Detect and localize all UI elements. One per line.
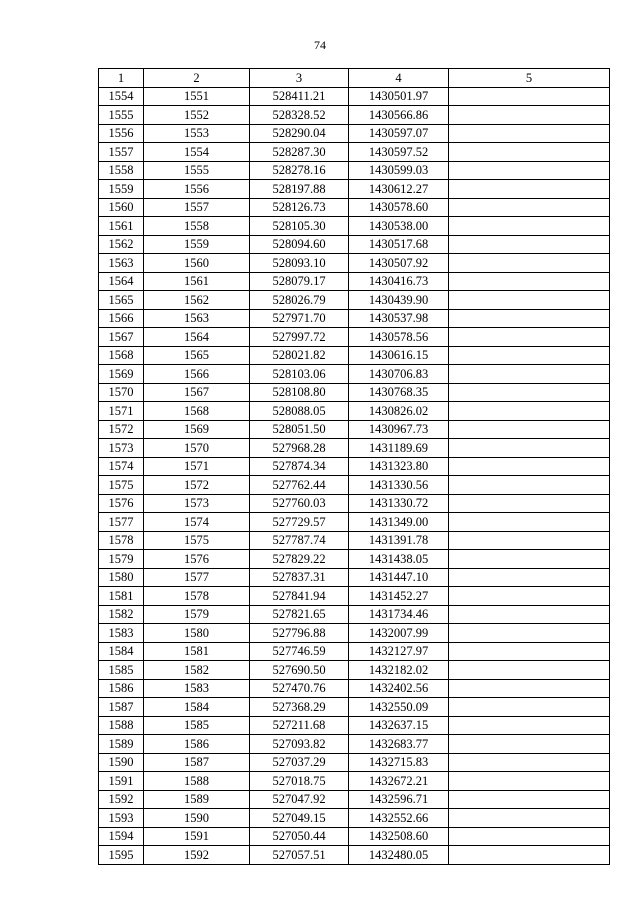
table-cell-col-3: 527037.29: [250, 753, 349, 772]
table-row: [99, 679, 610, 698]
table-cell-col-4: 1431452.27: [349, 587, 449, 606]
table-cell-col-1: 1561: [99, 217, 144, 236]
table-cell-col-5: [449, 420, 610, 439]
table-cell-col-2: 1563: [144, 309, 250, 328]
table-cell-col-1: 1593: [99, 809, 144, 828]
table-cell-col-4: 1431189.69: [349, 439, 449, 458]
table-cell-col-5: [449, 661, 610, 680]
table-cell-col-3: 527057.51: [250, 846, 349, 865]
table-cell-col-4: 1431447.10: [349, 568, 449, 587]
table-row: [99, 531, 610, 550]
table-cell-col-4: 1432402.56: [349, 679, 449, 698]
table-cell-col-1: 1580: [99, 568, 144, 587]
table-row: [99, 457, 610, 476]
table-cell-col-1: 1581: [99, 587, 144, 606]
table-cell-col-1: 1569: [99, 365, 144, 384]
table-cell-col-5: [449, 309, 610, 328]
table-cell-col-4: 1430597.52: [349, 143, 449, 162]
table-cell-col-3: 527762.44: [250, 476, 349, 495]
table-cell-col-5: [449, 87, 610, 106]
table-cell-col-1: 1595: [99, 846, 144, 865]
table-row: [99, 402, 610, 421]
table-row: [99, 198, 610, 217]
table-cell-col-2: 1564: [144, 328, 250, 347]
table-cell-col-4: 1432672.21: [349, 772, 449, 791]
table-cell-col-5: [449, 198, 610, 217]
table-cell-col-3: 528094.60: [250, 235, 349, 254]
table-cell-col-2: 1585: [144, 716, 250, 735]
table-cell-col-2: 1584: [144, 698, 250, 717]
table-cell-col-2: 1557: [144, 198, 250, 217]
table-cell-col-1: 1579: [99, 550, 144, 569]
table-cell-col-1: 1570: [99, 383, 144, 402]
table-cell-col-2: 1587: [144, 753, 250, 772]
table-cell-col-4: 1431734.46: [349, 605, 449, 624]
table-cell-col-2: 1556: [144, 180, 250, 199]
table-cell-col-1: 1568: [99, 346, 144, 365]
table-cell-col-2: 1580: [144, 624, 250, 643]
table-cell-col-1: 1573: [99, 439, 144, 458]
table-cell-col-4: 1431323.80: [349, 457, 449, 476]
table-cell-col-5: [449, 735, 610, 754]
table-row: [99, 272, 610, 291]
table-row: [99, 217, 610, 236]
table-cell-col-2: 1572: [144, 476, 250, 495]
table-row: [99, 365, 610, 384]
table-row: [99, 605, 610, 624]
table-cell-col-1: 1571: [99, 402, 144, 421]
table-cell-col-4: 1432127.97: [349, 642, 449, 661]
table-cell-col-1: 1567: [99, 328, 144, 347]
table-cell-col-5: [449, 716, 610, 735]
table-cell-col-5: [449, 254, 610, 273]
table-cell-col-1: 1590: [99, 753, 144, 772]
table-cell-col-3: 528021.82: [250, 346, 349, 365]
table-cell-col-5: [449, 235, 610, 254]
table-cell-col-1: 1576: [99, 494, 144, 513]
table-cell-col-5: [449, 180, 610, 199]
table-cell-col-4: 1432550.09: [349, 698, 449, 717]
table-cell-col-3: 527093.82: [250, 735, 349, 754]
table-cell-col-1: 1583: [99, 624, 144, 643]
table-cell-col-1: 1554: [99, 87, 144, 106]
table-cell-col-1: 1562: [99, 235, 144, 254]
table-cell-col-3: 528105.30: [250, 217, 349, 236]
table-cell-col-3: 528088.05: [250, 402, 349, 421]
table-row: [99, 420, 610, 439]
table-cell-col-4: 1430768.35: [349, 383, 449, 402]
table-cell-col-3: 528290.04: [250, 124, 349, 143]
table-cell-col-4: 1430599.03: [349, 161, 449, 180]
table-cell-col-3: 527018.75: [250, 772, 349, 791]
table-row: [99, 735, 610, 754]
table-cell-col-4: 1432637.15: [349, 716, 449, 735]
table-cell-col-4: 1430507.92: [349, 254, 449, 273]
table-cell-col-4: 1432508.60: [349, 827, 449, 846]
table-cell-col-4: 1432480.05: [349, 846, 449, 865]
table-cell-col-2: 1577: [144, 568, 250, 587]
table-cell-col-2: 1570: [144, 439, 250, 458]
table-cell-col-3: 528126.73: [250, 198, 349, 217]
table-cell-col-1: 1574: [99, 457, 144, 476]
table-cell-col-3: 527729.57: [250, 513, 349, 532]
table-row: [99, 106, 610, 125]
table-cell-col-1: 1594: [99, 827, 144, 846]
table-row: [99, 642, 610, 661]
table-cell-col-5: [449, 328, 610, 347]
table-cell-col-2: 1588: [144, 772, 250, 791]
table-row: [99, 550, 610, 569]
table-cell-col-4: 1432715.83: [349, 753, 449, 772]
table-row: [99, 716, 610, 735]
table-cell-col-2: 1569: [144, 420, 250, 439]
table-cell-col-5: [449, 383, 610, 402]
table-cell-col-4: 1430597.07: [349, 124, 449, 143]
table-cell-col-3: 527047.92: [250, 790, 349, 809]
table-cell-col-5: [449, 827, 610, 846]
table-row: [99, 624, 610, 643]
table-cell-col-5: [449, 457, 610, 476]
table-cell-col-5: [449, 846, 610, 865]
table-cell-col-1: 1592: [99, 790, 144, 809]
table-cell-col-3: 528026.79: [250, 291, 349, 310]
table-cell-col-2: 1555: [144, 161, 250, 180]
column-header-4: 4: [349, 69, 449, 88]
table-cell-col-1: 1558: [99, 161, 144, 180]
table-cell-col-5: [449, 476, 610, 495]
table-cell-col-4: 1430538.00: [349, 217, 449, 236]
table-body: [99, 87, 610, 864]
table-cell-col-1: 1589: [99, 735, 144, 754]
table-cell-col-1: 1588: [99, 716, 144, 735]
coordinates-table: [98, 68, 610, 865]
table-cell-col-5: [449, 679, 610, 698]
table-cell-col-1: 1564: [99, 272, 144, 291]
table-cell-col-5: [449, 161, 610, 180]
table-cell-col-3: 528411.21: [250, 87, 349, 106]
table-cell-col-5: [449, 605, 610, 624]
table-cell-col-4: 1431438.05: [349, 550, 449, 569]
table-cell-col-5: [449, 106, 610, 125]
table-cell-col-5: [449, 698, 610, 717]
table-cell-col-5: [449, 772, 610, 791]
table-cell-col-4: 1432683.77: [349, 735, 449, 754]
column-header-3: 3: [250, 69, 349, 88]
table-cell-col-2: 1553: [144, 124, 250, 143]
table-row: [99, 494, 610, 513]
table-row: [99, 661, 610, 680]
table-cell-col-2: 1573: [144, 494, 250, 513]
table-cell-col-5: [449, 494, 610, 513]
table-cell-col-3: 528103.06: [250, 365, 349, 384]
table-cell-col-5: [449, 291, 610, 310]
table-cell-col-3: 528197.88: [250, 180, 349, 199]
table-cell-col-2: 1579: [144, 605, 250, 624]
table-cell-col-5: [449, 753, 610, 772]
table-row: [99, 587, 610, 606]
table-cell-col-2: 1583: [144, 679, 250, 698]
table-cell-col-4: 1430826.02: [349, 402, 449, 421]
table-cell-col-4: 1431349.00: [349, 513, 449, 532]
table-cell-col-2: 1586: [144, 735, 250, 754]
table-cell-col-2: 1590: [144, 809, 250, 828]
table-cell-col-1: 1559: [99, 180, 144, 199]
table-cell-col-2: 1552: [144, 106, 250, 125]
table-cell-col-3: 527690.50: [250, 661, 349, 680]
table-row: [99, 235, 610, 254]
table-row: [99, 790, 610, 809]
table-cell-col-3: 528328.52: [250, 106, 349, 125]
table-row: [99, 568, 610, 587]
table-cell-col-5: [449, 513, 610, 532]
table-cell-col-1: 1565: [99, 291, 144, 310]
table-row: [99, 476, 610, 495]
table-cell-col-5: [449, 217, 610, 236]
table-cell-col-5: [449, 402, 610, 421]
table-cell-col-4: 1430578.56: [349, 328, 449, 347]
table-cell-col-2: 1566: [144, 365, 250, 384]
table-cell-col-3: 527746.59: [250, 642, 349, 661]
table-row: [99, 846, 610, 865]
table-cell-col-5: [449, 550, 610, 569]
table-row: [99, 827, 610, 846]
table-cell-col-3: 527874.34: [250, 457, 349, 476]
table-row: [99, 809, 610, 828]
table-cell-col-4: 1430501.97: [349, 87, 449, 106]
table-cell-col-2: 1578: [144, 587, 250, 606]
table-row: [99, 772, 610, 791]
table-cell-col-5: [449, 624, 610, 643]
table-row: [99, 439, 610, 458]
table-cell-col-1: 1556: [99, 124, 144, 143]
table-row: [99, 254, 610, 273]
header-row: [99, 69, 610, 88]
table-cell-col-3: 527841.94: [250, 587, 349, 606]
table-cell-col-4: 1431330.72: [349, 494, 449, 513]
table-cell-col-3: 527837.31: [250, 568, 349, 587]
table-cell-col-4: 1430967.73: [349, 420, 449, 439]
table-cell-col-2: 1565: [144, 346, 250, 365]
table-cell-col-3: 527968.28: [250, 439, 349, 458]
table-cell-col-4: 1430416.73: [349, 272, 449, 291]
table-cell-col-3: 527368.29: [250, 698, 349, 717]
table-cell-col-1: 1577: [99, 513, 144, 532]
table-row: [99, 161, 610, 180]
table-cell-col-4: 1430578.60: [349, 198, 449, 217]
table-row: [99, 346, 610, 365]
table-cell-col-5: [449, 346, 610, 365]
table-cell-col-3: 527971.70: [250, 309, 349, 328]
table-cell-col-5: [449, 642, 610, 661]
table-cell-col-5: [449, 124, 610, 143]
table-cell-col-2: 1560: [144, 254, 250, 273]
table-cell-col-5: [449, 531, 610, 550]
table-cell-col-1: 1555: [99, 106, 144, 125]
table-cell-col-2: 1551: [144, 87, 250, 106]
table-cell-col-2: 1592: [144, 846, 250, 865]
table-cell-col-1: 1587: [99, 698, 144, 717]
table-cell-col-4: 1430612.27: [349, 180, 449, 199]
table-cell-col-4: 1430537.98: [349, 309, 449, 328]
table-row: [99, 143, 610, 162]
table-cell-col-3: 528278.16: [250, 161, 349, 180]
table-cell-col-4: 1430517.68: [349, 235, 449, 254]
table-row: [99, 513, 610, 532]
table-cell-col-3: 527997.72: [250, 328, 349, 347]
table-cell-col-4: 1430706.83: [349, 365, 449, 384]
table-cell-col-2: 1571: [144, 457, 250, 476]
table-cell-col-5: [449, 587, 610, 606]
table-cell-col-2: 1568: [144, 402, 250, 421]
table-cell-col-2: 1591: [144, 827, 250, 846]
table-cell-col-5: [449, 143, 610, 162]
table-cell-col-5: [449, 790, 610, 809]
table-cell-col-3: 527760.03: [250, 494, 349, 513]
table-cell-col-1: 1591: [99, 772, 144, 791]
table-row: [99, 87, 610, 106]
table-cell-col-1: 1572: [99, 420, 144, 439]
table-cell-col-4: 1431391.78: [349, 531, 449, 550]
column-header-2: 2: [144, 69, 250, 88]
table-cell-col-2: 1554: [144, 143, 250, 162]
page-number: 74: [314, 38, 326, 52]
table-row: [99, 328, 610, 347]
table-cell-col-5: [449, 568, 610, 587]
table-header: [99, 69, 610, 88]
table-cell-col-3: 527821.65: [250, 605, 349, 624]
table-row: [99, 124, 610, 143]
table-cell-col-3: 528108.80: [250, 383, 349, 402]
table-cell-col-2: 1575: [144, 531, 250, 550]
table-cell-col-4: 1430439.90: [349, 291, 449, 310]
table-row: [99, 753, 610, 772]
column-header-5: 5: [449, 69, 610, 88]
table-cell-col-1: 1566: [99, 309, 144, 328]
table-cell-col-2: 1567: [144, 383, 250, 402]
table-cell-col-2: 1576: [144, 550, 250, 569]
column-header-1: 1: [99, 69, 144, 88]
table-cell-col-3: 528079.17: [250, 272, 349, 291]
table-cell-col-3: 528093.10: [250, 254, 349, 273]
table-cell-col-1: 1582: [99, 605, 144, 624]
table-cell-col-2: 1558: [144, 217, 250, 236]
table-cell-col-3: 527049.15: [250, 809, 349, 828]
table-cell-col-2: 1582: [144, 661, 250, 680]
table-cell-col-5: [449, 365, 610, 384]
table-cell-col-2: 1562: [144, 291, 250, 310]
table-cell-col-3: 528287.30: [250, 143, 349, 162]
table-cell-col-1: 1557: [99, 143, 144, 162]
table-cell-col-2: 1559: [144, 235, 250, 254]
table-cell-col-2: 1589: [144, 790, 250, 809]
table-row: [99, 383, 610, 402]
table-cell-col-5: [449, 272, 610, 291]
table-cell-col-3: 527211.68: [250, 716, 349, 735]
table-cell-col-4: 1431330.56: [349, 476, 449, 495]
table-cell-col-4: 1432182.02: [349, 661, 449, 680]
table-cell-col-3: 527787.74: [250, 531, 349, 550]
table-cell-col-1: 1585: [99, 661, 144, 680]
table-cell-col-4: 1432596.71: [349, 790, 449, 809]
table-cell-col-5: [449, 439, 610, 458]
table-row: [99, 309, 610, 328]
table-cell-col-4: 1430566.86: [349, 106, 449, 125]
table-row: [99, 180, 610, 199]
table-cell-col-2: 1581: [144, 642, 250, 661]
table-cell-col-3: 527470.76: [250, 679, 349, 698]
table-cell-col-1: 1586: [99, 679, 144, 698]
table-row: [99, 698, 610, 717]
table-cell-col-5: [449, 809, 610, 828]
table-cell-col-2: 1574: [144, 513, 250, 532]
table-cell-col-1: 1584: [99, 642, 144, 661]
table-cell-col-3: 527796.88: [250, 624, 349, 643]
table-cell-col-3: 527829.22: [250, 550, 349, 569]
table-cell-col-4: 1432552.66: [349, 809, 449, 828]
table-row: [99, 291, 610, 310]
table-cell-col-3: 527050.44: [250, 827, 349, 846]
table-cell-col-3: 528051.50: [250, 420, 349, 439]
table-cell-col-1: 1563: [99, 254, 144, 273]
table-cell-col-1: 1575: [99, 476, 144, 495]
table-cell-col-1: 1578: [99, 531, 144, 550]
table-cell-col-4: 1432007.99: [349, 624, 449, 643]
table-cell-col-1: 1560: [99, 198, 144, 217]
table-cell-col-4: 1430616.15: [349, 346, 449, 365]
table-cell-col-2: 1561: [144, 272, 250, 291]
